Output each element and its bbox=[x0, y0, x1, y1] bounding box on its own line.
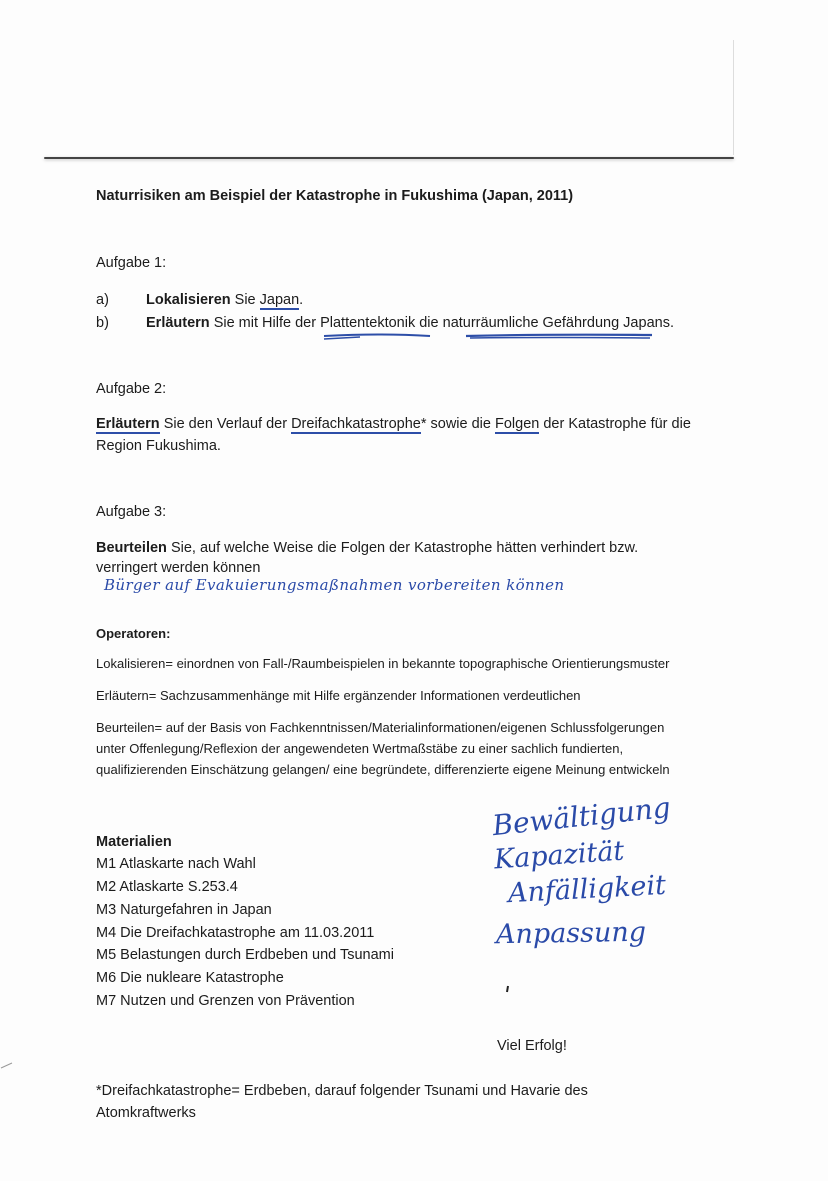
task2-text-3: * sowie die bbox=[420, 416, 495, 432]
task1-b-text-4: naturräumliche Gefährdung bbox=[442, 315, 620, 331]
handwritten-note: Bewältigung bbox=[490, 790, 673, 843]
task2-line1 bbox=[96, 413, 691, 435]
materials-heading: Materialien bbox=[96, 834, 172, 850]
task1-b-operator: Erläutern bbox=[146, 315, 210, 331]
task3-line1 bbox=[96, 537, 638, 559]
task1-a-text-1: Sie bbox=[230, 292, 260, 308]
task2-text-5: der Katastrophe für die bbox=[539, 416, 691, 432]
operator-beurteilen-2: unter Offenlegung/Reflexion der angewendeten Wertmaßstäbe zu einer sachlich fundierten, bbox=[96, 741, 624, 756]
worksheet-title: Naturrisiken am Beispiel der Katastrophe in Fukushima (Japan, 2011) bbox=[96, 188, 574, 204]
handwritten-note: Anpassung bbox=[495, 916, 647, 951]
pen-dot bbox=[505, 985, 511, 993]
task2-heading: Aufgabe 2: bbox=[96, 381, 167, 397]
operator-beurteilen-3: qualifizierenden Einschätzung gelangen/ eine begründete, differenzierte eigene Meinung entwickeln bbox=[96, 762, 670, 777]
footnote-line2: Atomkraftwerks bbox=[96, 1105, 196, 1121]
fold-edge bbox=[733, 40, 734, 155]
operator-lokalisieren: Lokalisieren= einordnen von Fall-/Raumbeispielen in bekannte topographische Orientierungsmuster bbox=[96, 656, 670, 671]
task1-heading: Aufgabe 1: bbox=[96, 255, 167, 271]
operator-erlaeutern: Erläutern= Sachzusammenhänge mit Hilfe ergänzender Informationen verdeutlichen bbox=[96, 688, 581, 703]
material-item: M2 Atlaskarte S.253.4 bbox=[96, 879, 238, 895]
pen-underline-task1b bbox=[320, 330, 660, 344]
task3-handwritten-answer: Bürger auf Evakuierungsmaßnahmen vorbereiten können bbox=[104, 576, 565, 594]
operators-heading: Operatoren: bbox=[96, 626, 171, 641]
task3-line2: verringert werden können bbox=[96, 560, 261, 576]
task1-b-text-2: Plattentektonik bbox=[320, 315, 416, 331]
material-item: M7 Nutzen und Grenzen von Prävention bbox=[96, 993, 355, 1009]
task1-b-text-3: die bbox=[415, 315, 443, 331]
operator-beurteilen-1: Beurteilen= auf der Basis von Fachkenntnissen/Materialinformationen/eigenen Schlussfolgerungen bbox=[96, 720, 665, 735]
material-item: M6 Die nukleare Katastrophe bbox=[96, 970, 284, 986]
task1-b-text-5: Japans. bbox=[619, 315, 674, 331]
task2-operator: Erläutern bbox=[96, 416, 160, 432]
fold-line bbox=[44, 157, 734, 159]
closing-text: Viel Erfolg! bbox=[497, 1038, 567, 1054]
task1-a-text-2: Japan bbox=[259, 292, 300, 308]
material-item: M3 Naturgefahren in Japan bbox=[96, 902, 272, 918]
task2-line2: Region Fukushima. bbox=[96, 438, 221, 454]
task3-text-1: Sie, auf welche Weise die Folgen der Katastrophe hätten verhindert bzw. bbox=[166, 540, 639, 556]
task1-b-label: b) bbox=[96, 315, 109, 331]
task2-text-1: Sie den Verlauf der bbox=[159, 416, 292, 432]
task1-a-label: a) bbox=[96, 292, 109, 308]
task2-text-2: Dreifachkatastrophe bbox=[291, 416, 421, 432]
task1-a-text-3: . bbox=[299, 292, 304, 308]
task1-a-operator: Lokalisieren bbox=[146, 292, 231, 308]
footnote-line1: *Dreifachkatastrophe= Erdbeben, darauf folgender Tsunami und Havarie des bbox=[96, 1083, 588, 1099]
handwritten-note: Kapazität bbox=[493, 835, 626, 876]
material-item: M1 Atlaskarte nach Wahl bbox=[96, 856, 256, 872]
material-item: M4 Die Dreifachkatastrophe am 11.03.2011 bbox=[96, 925, 375, 941]
handwritten-note: Anfälligkeit bbox=[507, 869, 667, 910]
task3-heading: Aufgabe 3: bbox=[96, 504, 167, 520]
paper-mark bbox=[0, 1060, 14, 1070]
task3-operator: Beurteilen bbox=[96, 540, 167, 556]
task1-a-line bbox=[146, 289, 303, 311]
task2-text-4: Folgen bbox=[495, 416, 540, 432]
task1-b-text-1: Sie mit Hilfe der bbox=[209, 315, 321, 331]
material-item: M5 Belastungen durch Erdbeben und Tsunami bbox=[96, 947, 394, 963]
